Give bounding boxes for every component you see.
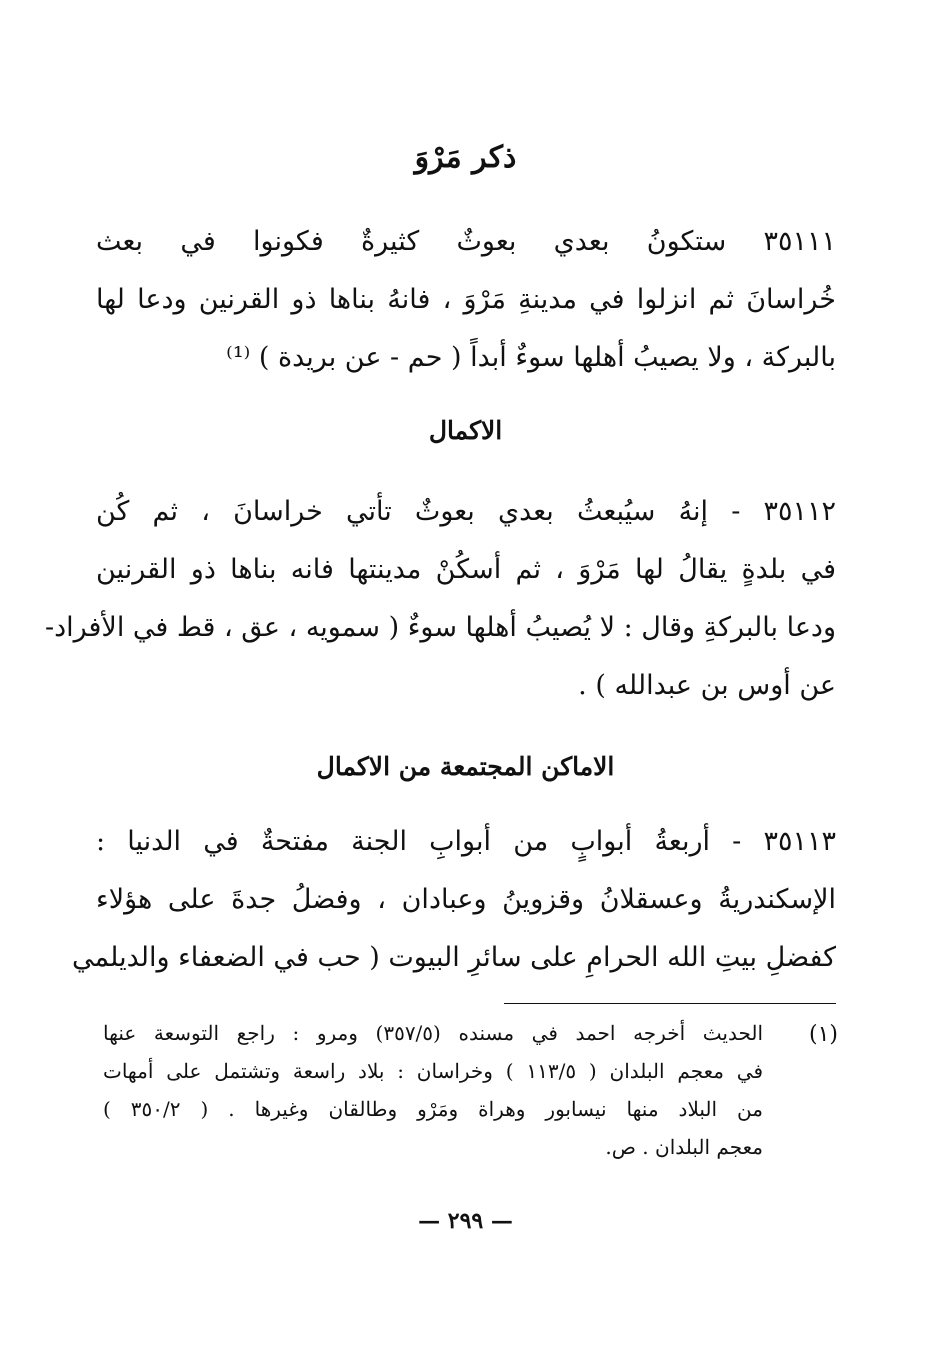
footnote-divider xyxy=(504,1003,836,1004)
entry-35112-line-3: ودعا بالبركةِ وقال : لا يُصيبُ أهلها سوءٌ ( سمويه ، عق ، قط في الأفراد- xyxy=(44,612,836,643)
section-title: ذكر مَرْوَ xyxy=(414,140,517,175)
page-number: — ٢٩٩ — xyxy=(418,1208,513,1234)
entry-35112-line-2: في بلدةٍ يقالُ لها مَرْوَ ، ثم أسكُنْ مدينتها فانه بناها ذو القرنين xyxy=(96,554,836,585)
footnote-line-1: الحديث أخرجه احمد في مسنده (٣٥٧/٥) ومرو : راجع التوسعة عنها xyxy=(103,1021,763,1045)
entry-35112-line-1: ٣٥١١٢ - إنهُ سيُبعثُ بعدي بعوثٌ تأتي خراسانَ ، ثم كُن xyxy=(96,496,836,527)
ikmal-heading: الاكمال xyxy=(428,416,503,445)
entry-35113-line-3: كفضلِ بيتِ الله الحرامِ على سائرِ البيوت ( حب في الضعفاء والديلمي xyxy=(72,942,836,973)
footnote-line-2: في معجم البلدان ( ١١٣/٥ ) وخراسان : بلاد راسعة وتشتمل على أمهات xyxy=(103,1059,763,1083)
entry-35112-line-4: عن أوس بن عبدالله ) . xyxy=(578,670,836,701)
entry-35113-line-1: ٣٥١١٣ - أربعةُ أبوابٍ من أبوابِ الجنة مفتحةٌ في الدنيا : xyxy=(96,826,836,857)
footnote-line-4: معجم البلدان . ص. xyxy=(605,1135,763,1159)
entry-35111-line-2: خُراسانَ ثم انزلوا في مدينةِ مَرْوَ ، فانهُ بناها ذو القرنين ودعا لها xyxy=(96,284,836,315)
entry-35111-line-1: ٣٥١١١ ستكونُ بعدي بعوثٌ كثيرةٌ فكونوا في بعث xyxy=(96,226,836,257)
footnote-marker: (١) xyxy=(808,1022,838,1047)
places-heading: الاماكن المجتمعة من الاكمال xyxy=(316,752,615,781)
entry-35113-line-2: الإسكندريةُ وعسقلانُ وقزوينُ وعبادان ، وفضلُ جدةَ على هؤلاء xyxy=(96,884,836,915)
entry-35111-line-3: بالبركة ، ولا يصيبُ أهلها سوءٌ أبداً ( حم - عن بريدة ) ⁽¹⁾ xyxy=(226,342,836,373)
footnote-line-3: من البلاد منها نيسابور وهراة ومَرْو وطالقان وغيرها . ( ٣٥٠/٢ ) xyxy=(103,1097,763,1121)
